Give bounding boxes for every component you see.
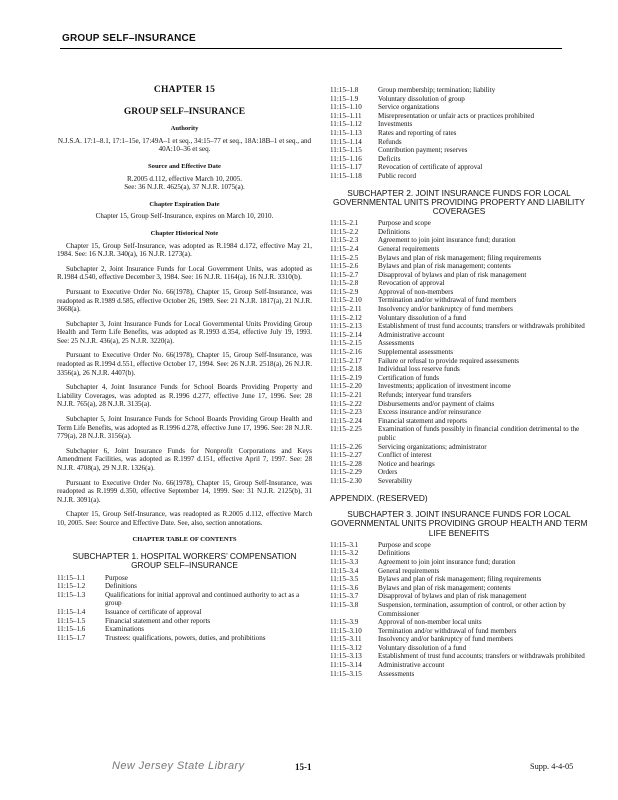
- section-title: Bylaws and plan of risk management; contents: [378, 262, 511, 271]
- section-number: 11:15–2.14: [330, 330, 362, 339]
- toc-entry: [330, 575, 588, 584]
- toc-entry: [330, 661, 588, 670]
- history-note: Subchapter 4, Joint Insurance Funds for School Boards Providing Property and Liability Coverages, was adopted as R.1996 d.277, effective June 17, 1996. See: 28 N.J.R. 765(a), 28 N.J.R. 3135(a).: [57, 383, 312, 409]
- section-title: Bylaws and plan of risk management; filing requirements: [378, 253, 542, 262]
- section-number: 11:15–1.7: [57, 633, 86, 642]
- section-title: Excess insurance and/or reinsurance: [378, 408, 482, 417]
- section-number: 11:15–3.5: [330, 575, 359, 584]
- section-title: Misrepresentation or unfair acts or practices prohibited: [378, 111, 535, 120]
- toc-entry: [330, 618, 588, 627]
- toc-entry: [330, 567, 588, 576]
- source-text-1: R.2005 d.112, effective March 10, 2005.: [126, 174, 243, 183]
- toc-entry: [330, 322, 588, 331]
- section-title: Deficits: [378, 154, 401, 163]
- toc-list: [330, 86, 588, 181]
- toc-entry: [330, 644, 588, 653]
- expiration-text: Chapter 15, Group Self-Insurance, expires on March 10, 2010.: [95, 212, 274, 221]
- section-title: Suspension, termination, assumption of control, or other action by Commissioner: [378, 600, 566, 618]
- section-title: Insolvency and/or bankruptcy of fund members: [378, 635, 513, 644]
- section-title: Refunds; interyear fund transfers: [378, 391, 472, 400]
- source-text-2: See: 36 N.J.R. 4625(a), 37 N.J.R. 1075(a).: [124, 183, 245, 192]
- toc-entry: [330, 95, 588, 104]
- toc-entry: [330, 305, 588, 314]
- section-title: Purpose and scope: [378, 540, 431, 549]
- section-title: Service organizations: [378, 103, 440, 112]
- section-title: Severability: [378, 476, 413, 485]
- section-number: 11:15–2.24: [330, 416, 362, 425]
- section-number: 11:15–3.1: [330, 540, 359, 549]
- toc-list: [57, 574, 312, 643]
- toc-entry: [330, 417, 588, 426]
- toc-entry: [57, 574, 312, 583]
- section-title: Termination and/or withdrawal of fund members: [378, 626, 517, 635]
- appendix-heading: APPENDIX. (RESERVED): [330, 492, 428, 503]
- toc-entry: [330, 228, 588, 237]
- section-title: Establishment of trust fund accounts; transfers or withdrawals prohibited: [378, 322, 585, 331]
- subchapter-2-heading: SUBCHAPTER 2. JOINT INSURANCE FUNDS FOR LOCAL GOVERNMENTAL UNITS PROVIDING PROPERTY AND LIABILITY COVERAGES: [333, 187, 585, 216]
- section-title: Administrative account: [378, 330, 445, 339]
- history-note: Subchapter 3, Joint Insurance Funds for Local Governmental Units Providing Group Health and Term Life Benefits, was adopted as R.1993 d.354, effective July 19, 1993. See: 25 N.J.R. 436(a), 25 N.J.R. 3220(a).: [57, 319, 312, 345]
- toc-entry: [330, 357, 588, 366]
- authority-text: N.J.S.A. 17:1–8.1, 17:1–15e, 17:49A–1 et seq., 34:15–77 et seq., 18A:18B–1 et seq., and 40A:10–36 et seq.: [57, 136, 312, 154]
- toc-entry: [330, 451, 588, 460]
- toc-entry: [330, 348, 588, 357]
- toc-entry: [330, 236, 588, 245]
- section-title: Investments; application of investment income: [378, 382, 511, 391]
- section-title: Definitions: [378, 549, 410, 558]
- toc-entry: [330, 652, 588, 661]
- toc-entry: [330, 271, 588, 280]
- section-number: 11:15–2.2: [330, 227, 359, 236]
- toc-entry: [330, 408, 588, 417]
- section-title: Trustees: qualifications, powers, duties, and prohibitions: [105, 633, 266, 642]
- toc-entry: [330, 279, 588, 288]
- section-title: Revocation of approval: [378, 279, 445, 288]
- section-title: Disapproval of bylaws and plan of risk management: [378, 270, 527, 279]
- toc-entry: [330, 374, 588, 383]
- section-number: 11:15–1.13: [330, 128, 362, 137]
- toc-list: [330, 219, 588, 485]
- section-title: General requirements: [378, 566, 440, 575]
- section-title: Group membership; termination; liability: [378, 86, 496, 94]
- page-number: 15-1: [295, 762, 312, 772]
- section-number: 11:15–2.17: [330, 356, 362, 365]
- section-title: Approval of non-members: [378, 287, 454, 296]
- section-title: Agreement to join joint insurance fund; duration: [378, 236, 516, 245]
- section-number: 11:15–3.14: [330, 661, 362, 670]
- toc-entry: [330, 129, 588, 138]
- expiration-heading: Chapter Expiration Date: [149, 200, 220, 208]
- section-number: 11:15–2.22: [330, 399, 362, 408]
- section-title: Definitions: [105, 582, 137, 591]
- section-number: 11:15–2.25: [330, 425, 362, 434]
- section-number: 11:15–3.12: [330, 643, 362, 652]
- section-title: Certification of funds: [378, 373, 440, 382]
- toc-entry: [330, 601, 588, 618]
- section-title: Refunds: [378, 137, 402, 146]
- toc-entry: [330, 120, 588, 129]
- section-title: Disbursements and/or payment of claims: [378, 399, 495, 408]
- history-note: Pursuant to Executive Order No. 66(1978), Chapter 15, Group Self-Insurance, was readopted as R.1989 d.585, effective October 26, 1989. See: 21 N.J.R. 1817(a), 21 N.J.R. 3668(a).: [57, 287, 312, 314]
- toc-entry: [57, 617, 312, 626]
- toc-entry: [330, 635, 588, 644]
- section-number: 11:15–2.1: [330, 219, 359, 228]
- toc-entry: [330, 627, 588, 636]
- section-title: Bylaws and plan of risk management; filing requirements: [378, 575, 542, 584]
- section-title: Purpose: [105, 573, 128, 582]
- section-number: 11:15–3.6: [330, 583, 359, 592]
- section-number: 11:15–3.4: [330, 566, 359, 575]
- section-number: 11:15–1.17: [330, 163, 362, 172]
- history-note: Subchapter 6, Joint Insurance Funds for Nonprofit Corporations and Keys Amendment Facilities, was adopted as R.1997 d.151, effective April 7, 1997. See: 28 N.J.R. 4708(a), 29 N.J.R. 1326(a).: [57, 446, 312, 472]
- section-number: 11:15–2.19: [330, 373, 362, 382]
- toc-entry: [330, 245, 588, 254]
- section-number: 11:15–3.8: [330, 600, 359, 609]
- toc-entry: [330, 549, 588, 558]
- section-number: 11:15–2.9: [330, 287, 359, 296]
- section-number: 11:15–3.3: [330, 557, 359, 566]
- section-number: 11:15–2.30: [330, 476, 362, 485]
- source-heading: Source and Effective Date: [148, 162, 221, 170]
- section-number: 11:15–1.3: [57, 590, 86, 599]
- section-title: General requirements: [378, 244, 440, 253]
- section-number: 11:15–1.8: [330, 86, 359, 94]
- toc-entry: [330, 558, 588, 567]
- section-title: Voluntary dissolution of a fund: [378, 313, 467, 322]
- section-title: Revocation of certificate of approval: [378, 163, 483, 172]
- toc-entry: [57, 582, 312, 591]
- toc-entry: [330, 254, 588, 263]
- section-number: 11:15–2.11: [330, 305, 362, 314]
- toc-entry: [57, 591, 312, 608]
- toc-entry: [330, 163, 588, 172]
- toc-entry: [330, 443, 588, 452]
- toc-entry: [330, 584, 588, 593]
- section-title: Purpose and scope: [378, 219, 431, 228]
- section-number: 11:15–2.12: [330, 313, 362, 322]
- supplement-date: Supp. 4-4-05: [530, 762, 574, 771]
- toc-entry: [330, 331, 588, 340]
- right-column: [330, 86, 588, 678]
- section-title: Administrative account: [378, 661, 445, 670]
- toc-entry: [330, 86, 588, 95]
- section-number: 11:15–2.10: [330, 296, 362, 305]
- section-title: Contribution payment; reserves: [378, 146, 468, 155]
- section-title: Insolvency and/or bankruptcy of fund members: [378, 305, 513, 314]
- section-number: 11:15–2.7: [330, 270, 359, 279]
- toc-entry: [330, 155, 588, 164]
- section-number: 11:15–2.15: [330, 339, 362, 348]
- left-column: [57, 86, 312, 642]
- toc-entry: [330, 592, 588, 601]
- chapter-title: CHAPTER 15: [153, 85, 216, 95]
- section-title: Establishment of trust fund accounts; transfers or withdrawals prohibited: [378, 652, 585, 661]
- section-number: 11:15–1.4: [57, 607, 86, 616]
- section-title: Servicing organizations; administrator: [378, 442, 487, 451]
- toc-entry: [330, 541, 588, 550]
- section-title: Conflict of interest: [378, 451, 432, 460]
- section-number: 11:15–1.18: [330, 171, 362, 180]
- section-number: 11:15–2.21: [330, 391, 362, 400]
- section-number: 11:15–3.10: [330, 626, 362, 635]
- section-title: Assessments: [378, 669, 415, 678]
- section-title: Qualifications for initial approval and continued authority to act as a group: [105, 590, 300, 608]
- section-title: Disapproval of bylaws and plan of risk management: [378, 592, 527, 601]
- section-title: Public record: [378, 171, 417, 180]
- history-heading: Chapter Historical Note: [150, 229, 219, 237]
- section-number: 11:15–2.13: [330, 322, 362, 331]
- section-number: 11:15–3.2: [330, 549, 359, 558]
- toc-entry: [330, 219, 588, 228]
- toc-entry: [330, 425, 588, 442]
- toc-entry: [330, 460, 588, 469]
- toc-entry: [330, 400, 588, 409]
- section-number: 11:15–3.11: [330, 635, 362, 644]
- section-number: 11:15–2.18: [330, 365, 362, 374]
- toc-entry: [330, 339, 588, 348]
- section-number: 11:15–1.2: [57, 582, 86, 591]
- section-title: Investments: [378, 120, 413, 129]
- toc-entry: [57, 608, 312, 617]
- section-number: 11:15–2.20: [330, 382, 362, 391]
- section-title: Orders: [378, 468, 398, 477]
- section-title: Financial statement and other reports: [105, 616, 211, 625]
- toc-entry: [330, 670, 588, 679]
- section-number: 11:15–2.26: [330, 442, 362, 451]
- toc-entry: [330, 477, 588, 486]
- section-title: Financial statement and reports: [378, 416, 467, 425]
- toc-entry: [330, 468, 588, 477]
- toc-entry: [330, 262, 588, 271]
- toc-entry: [330, 103, 588, 112]
- section-title: Examination of funds possibly in financial condition detrimental to the public: [378, 425, 580, 442]
- toc-heading: CHAPTER TABLE OF CONTENTS: [132, 535, 237, 543]
- chapter-subtitle: GROUP SELF–INSURANCE: [123, 106, 246, 117]
- section-number: 11:15–2.5: [330, 253, 359, 262]
- section-number: 11:15–1.5: [57, 616, 86, 625]
- section-title: Examinations: [105, 625, 145, 634]
- subchapter-1-heading: SUBCHAPTER 1. HOSPITAL WORKERS’ COMPENSATION GROUP SELF–INSURANCE: [72, 551, 297, 571]
- section-title: Assessments: [378, 339, 415, 348]
- section-title: Individual loss reserve funds: [378, 365, 460, 374]
- toc-entry: [330, 138, 588, 147]
- section-number: 11:15–3.9: [330, 618, 359, 627]
- toc-list: [330, 541, 588, 679]
- section-number: 11:15–3.15: [330, 669, 362, 678]
- history-note: Subchapter 2, Joint Insurance Funds for Local Government Units, was adopted as R.1984 d.540, effective December 3, 1984. See: 16 N.J.R. 1164(a), 16 N.J.R. 3310(b).: [57, 264, 312, 282]
- section-number: 11:15–2.4: [330, 244, 359, 253]
- toc-entry: [330, 172, 588, 181]
- header-rule: [60, 48, 562, 49]
- section-title: Approval of non-member local units: [378, 618, 482, 627]
- running-head: GROUP SELF–INSURANCE: [62, 33, 196, 44]
- section-number: 11:15–1.6: [57, 625, 86, 634]
- section-title: Voluntary dissolution of group: [378, 94, 465, 103]
- section-title: Supplemental assessments: [378, 348, 454, 357]
- section-number: 11:15–1.12: [330, 120, 362, 129]
- section-title: Voluntary dissolution of a fund: [378, 643, 467, 652]
- subchapter-3-heading: SUBCHAPTER 3. JOINT INSURANCE FUNDS FOR LOCAL GOVERNMENTAL UNITS PROVIDING GROUP HEALTH AND TERM LIFE BENEFITS: [330, 509, 588, 538]
- section-title: Rates and reporting of rates: [378, 128, 457, 137]
- section-number: 11:15–1.9: [330, 94, 359, 103]
- section-number: 11:15–2.16: [330, 348, 362, 357]
- history-note: Pursuant to Executive Order No. 66(1978), Chapter 15, Group Self-Insurance, was readopted as R.1999 d.350, effective September 14, 1999. See: 31 N.J.R. 2125(b), 31 N.J.R. 3091(a).: [57, 478, 312, 504]
- toc-entry: [330, 391, 588, 400]
- section-number: 11:15–2.8: [330, 279, 359, 288]
- toc-entry: [330, 314, 588, 323]
- history-note: Pursuant to Executive Order No. 66(1978), Chapter 15, Group Self-Insurance, was readopted as R.1994 d.551, effective October 17, 1994. See: 26 N.J.R. 2518(a), 26 N.J.R. 3356(a), 26 N.J.R. 4407(b).: [57, 351, 312, 377]
- section-number: 11:15–1.14: [330, 137, 362, 146]
- toc-entry: [57, 625, 312, 634]
- history-note: Chapter 15, Group Self-Insurance, was readopted as R.2005 d.112, effective March 10, 2005. See: Source and Effective Date. See, also, section annotations.: [57, 510, 312, 527]
- section-number: 11:15–1.11: [330, 111, 362, 120]
- section-number: 11:15–3.13: [330, 652, 362, 661]
- section-title: Failure or refusal to provide required assessments: [378, 356, 520, 365]
- toc-entry: [330, 146, 588, 155]
- section-number: 11:15–1.1: [57, 573, 86, 582]
- section-number: 11:15–2.29: [330, 468, 362, 477]
- section-title: Notice and hearings: [378, 459, 435, 468]
- toc-entry: [330, 382, 588, 391]
- toc-entry: [330, 288, 588, 297]
- history-note: Subchapter 5, Joint Insurance Funds for School Boards Providing Group Health and Term Life Benefits, was adopted as R.1996 d.278, effective June 17, 1996. See: 28 N.J.R. 779(a), 28 N.J.R. 3156(a).: [57, 415, 312, 441]
- toc-entry: [330, 365, 588, 374]
- section-number: 11:15–2.3: [330, 236, 359, 245]
- library-watermark: New Jersey State Library: [112, 760, 245, 772]
- section-title: Definitions: [378, 227, 410, 236]
- section-title: Issuance of certificate of approval: [105, 607, 202, 616]
- section-title: Agreement to join joint insurance fund; duration: [378, 557, 516, 566]
- toc-entry: [330, 112, 588, 121]
- section-number: 11:15–2.28: [330, 459, 362, 468]
- section-number: 11:15–3.7: [330, 592, 359, 601]
- section-number: 11:15–2.27: [330, 451, 362, 460]
- section-number: 11:15–2.23: [330, 408, 362, 417]
- section-number: 11:15–2.6: [330, 262, 359, 271]
- toc-entry: [330, 296, 588, 305]
- section-number: 11:15–1.10: [330, 103, 362, 112]
- section-title: Bylaws and plan of risk management; contents: [378, 583, 511, 592]
- section-number: 11:15–1.15: [330, 146, 362, 155]
- authority-heading: Authority: [170, 125, 199, 133]
- section-title: Termination and/or withdrawal of fund members: [378, 296, 517, 305]
- history-note: Chapter 15, Group Self-Insurance, was adopted as R.1984 d.172, effective May 21, 1984. See: 16 N.J.R. 340(a), 16 N.J.R. 1273(a).: [57, 241, 312, 259]
- toc-entry: [57, 634, 312, 643]
- section-number: 11:15–1.16: [330, 154, 362, 163]
- history-notes: [57, 242, 312, 528]
